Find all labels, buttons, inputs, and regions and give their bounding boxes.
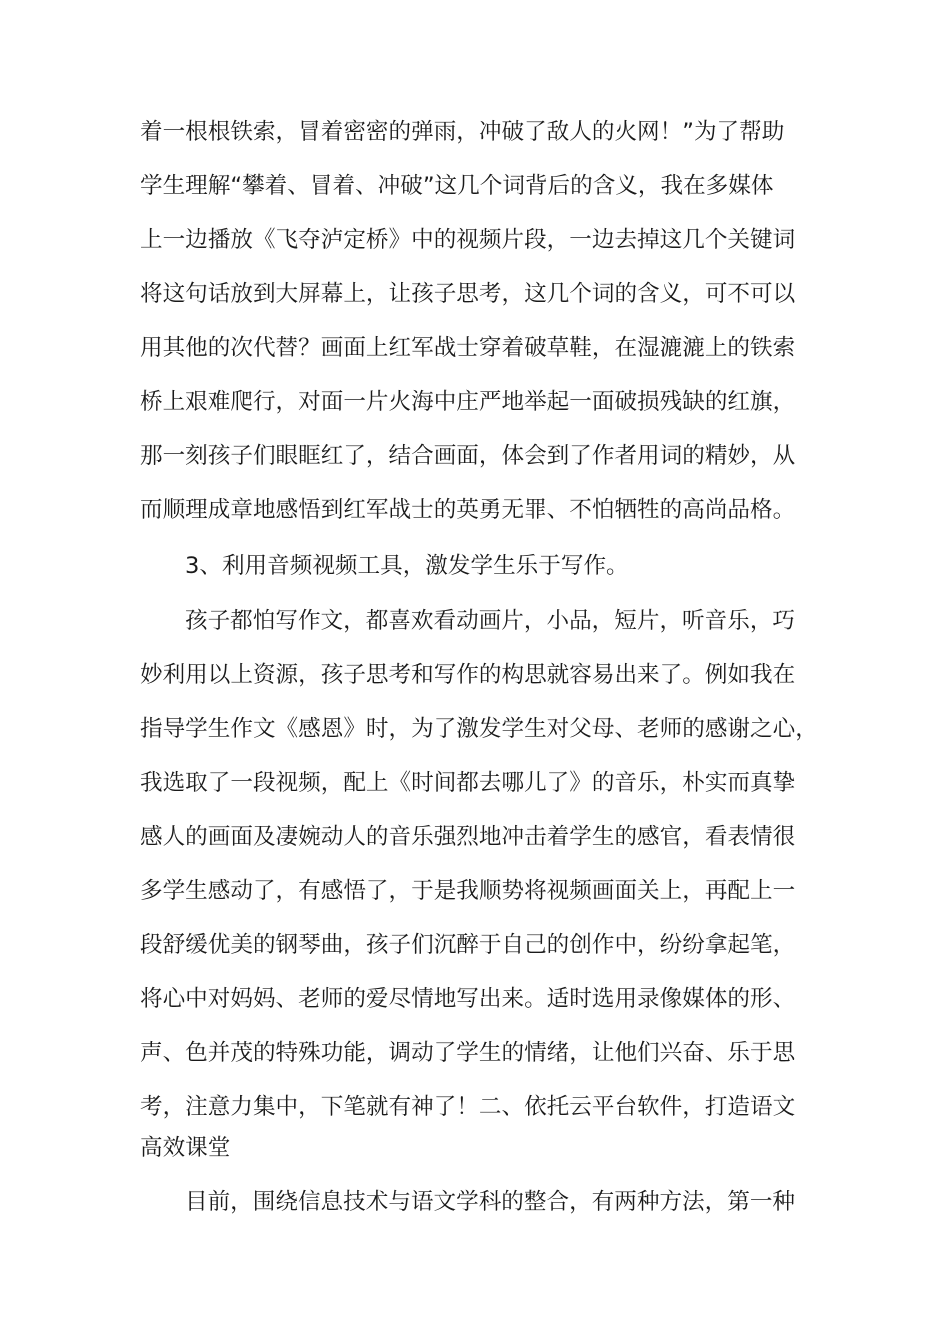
text-line: 学生理解“攀着、冒着、冲破”这几个词背后的含义，我在多媒体 — [140, 173, 774, 199]
text-line: 桥上艰难爬行，对面一片火海中庄严地举起一面破损残缺的红旗， — [140, 389, 796, 415]
text-line: 而顺理成章地感悟到红军战士的英勇无罪、不怕牺牲的高尚品格。 — [140, 497, 796, 523]
text-line: 指导学生作文《感恩》时，为了激发学生对父母、老师的感谢之心， — [140, 716, 818, 742]
text-line: 孩子都怕写作文，都喜欢看动画片，小品，短片，听音乐，巧 — [185, 608, 796, 634]
text-line: 将这句话放到大屏幕上，让孩子思考，这几个词的含义，可不可以 — [140, 281, 796, 307]
text-line: 着一根根铁索，冒着密密的弹雨，冲破了敌人的火网！”为了帮助 — [140, 119, 785, 145]
text-line: 我选取了一段视频，配上《时间都去哪儿了》的音乐，朴实而真挚 — [140, 770, 796, 796]
text-line: 将心中对妈妈、老师的爱尽情地写出来。适时选用录像媒体的形、 — [140, 986, 796, 1012]
section-heading: 3、利用音频视频工具，激发学生乐于写作。 — [185, 553, 629, 579]
text-line: 用其他的次代替？画面上红军战士穿着破草鞋，在湿漉漉上的铁索 — [140, 335, 796, 361]
text-line: 声、色并茂的特殊功能，调动了学生的情绪，让他们兴奋、乐于思 — [140, 1040, 796, 1066]
text-line: 目前，围绕信息技术与语文学科的整合，有两种方法，第一种 — [185, 1189, 796, 1215]
text-line: 上一边播放《飞夺泸定桥》中的视频片段，一边去掉这几个关键词 — [140, 227, 796, 253]
text-line: 段舒缓优美的钢琴曲，孩子们沉醉于自己的创作中，纷纷拿起笔， — [140, 932, 796, 958]
text-line: 那一刻孩子们眼眶红了，结合画面，体会到了作者用词的精妙，从 — [140, 443, 796, 469]
text-line: 考，注意力集中，下笔就有神了！二、依托云平台软件，打造语文 — [140, 1094, 796, 1120]
text-line: 多学生感动了，有感悟了，于是我顺势将视频画面关上，再配上一 — [140, 878, 796, 904]
text-line: 高效课堂 — [140, 1135, 231, 1161]
text-line: 妙利用以上资源，孩子思考和写作的构思就容易出来了。例如我在 — [140, 662, 796, 688]
text-line: 感人的画面及凄婉动人的音乐强烈地冲击着学生的感官，看表情很 — [140, 824, 796, 850]
